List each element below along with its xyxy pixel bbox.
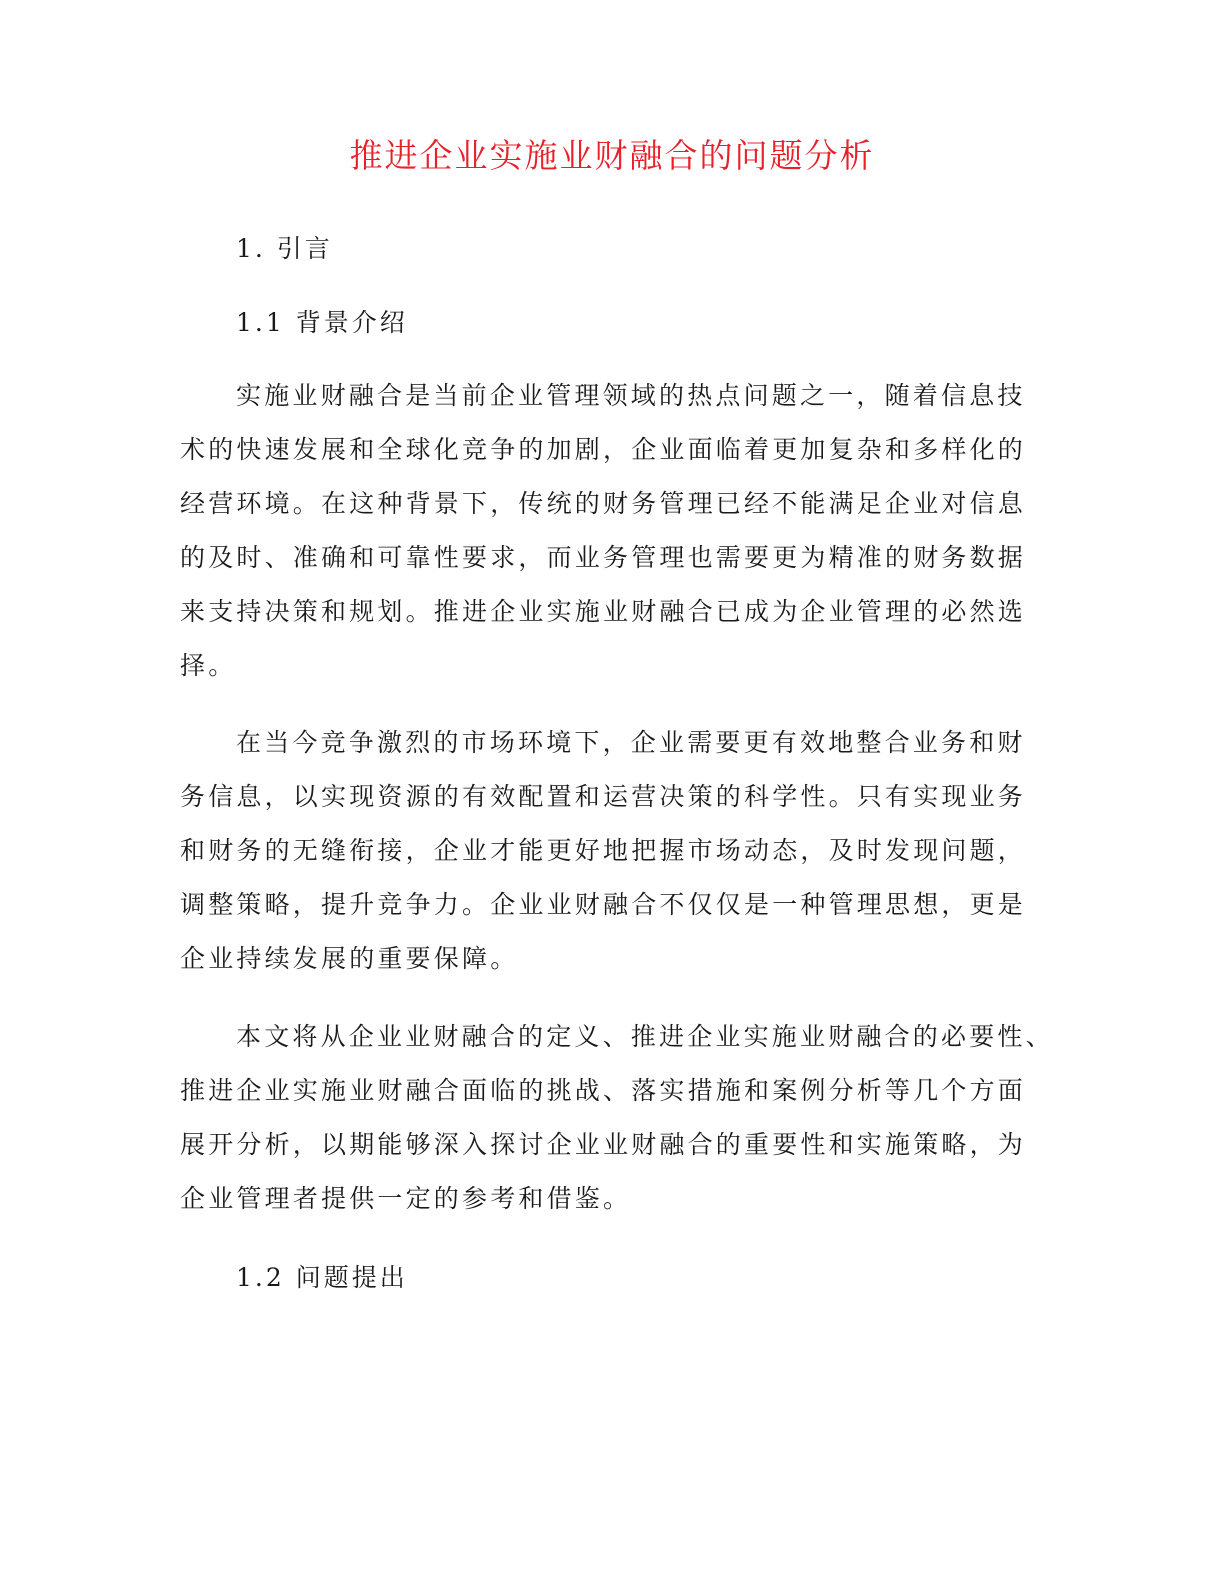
paragraph-1 — [180, 369, 1027, 693]
paragraph-3 — [180, 1010, 1054, 1226]
subsection-heading-background: 1.1 背景介绍 — [236, 308, 408, 337]
paragraph-line: 经营环境。在这种背景下，传统的财务管理已经不能满足企业对信息 — [180, 489, 1027, 518]
paragraph-line: 企业持续发展的重要保障。 — [180, 944, 519, 973]
paragraph-line: 企业管理者提供一定的参考和借鉴。 — [180, 1184, 632, 1213]
paragraph-line: 的及时、准确和可靠性要求，而业务管理也需要更为精准的财务数据 — [180, 543, 1027, 572]
paragraph-line: 推进企业实施业财融合面临的挑战、落实措施和案例分析等几个方面 — [180, 1076, 1027, 1105]
paragraph-line: 来支持决策和规划。推进企业实施业财融合已成为企业管理的必然选 — [180, 597, 1027, 626]
paragraph-line: 本文将从企业业财融合的定义、推进企业实施业财融合的必要性、 — [236, 1022, 1054, 1051]
subsection-heading-problem-statement: 1.2 问题提出 — [236, 1263, 408, 1292]
paragraph-line: 和财务的无缝衔接，企业才能更好地把握市场动态，及时发现问题， — [180, 836, 1027, 865]
paragraph-line: 务信息，以实现资源的有效配置和运营决策的科学性。只有实现业务 — [180, 782, 1027, 811]
paragraph-line: 实施业财融合是当前企业管理领域的热点问题之一，随着信息技 — [236, 381, 1026, 410]
paragraph-line: 展开分析，以期能够深入探讨企业业财融合的重要性和实施策略，为 — [180, 1130, 1027, 1159]
paragraph-2 — [180, 716, 1027, 986]
paragraph-line: 在当今竞争激烈的市场环境下，企业需要更有效地整合业务和财 — [236, 728, 1026, 757]
paragraph-line: 术的快速发展和全球化竞争的加剧，企业面临着更加复杂和多样化的 — [180, 435, 1027, 464]
paragraph-line: 择。 — [180, 651, 237, 680]
paragraph-line: 调整策略，提升竞争力。企业业财融合不仅仅是一种管理思想，更是 — [180, 890, 1027, 919]
section-heading-introduction: 1. 引言 — [236, 234, 333, 263]
document-title: 推进企业实施业财融合的问题分析 — [349, 136, 875, 175]
